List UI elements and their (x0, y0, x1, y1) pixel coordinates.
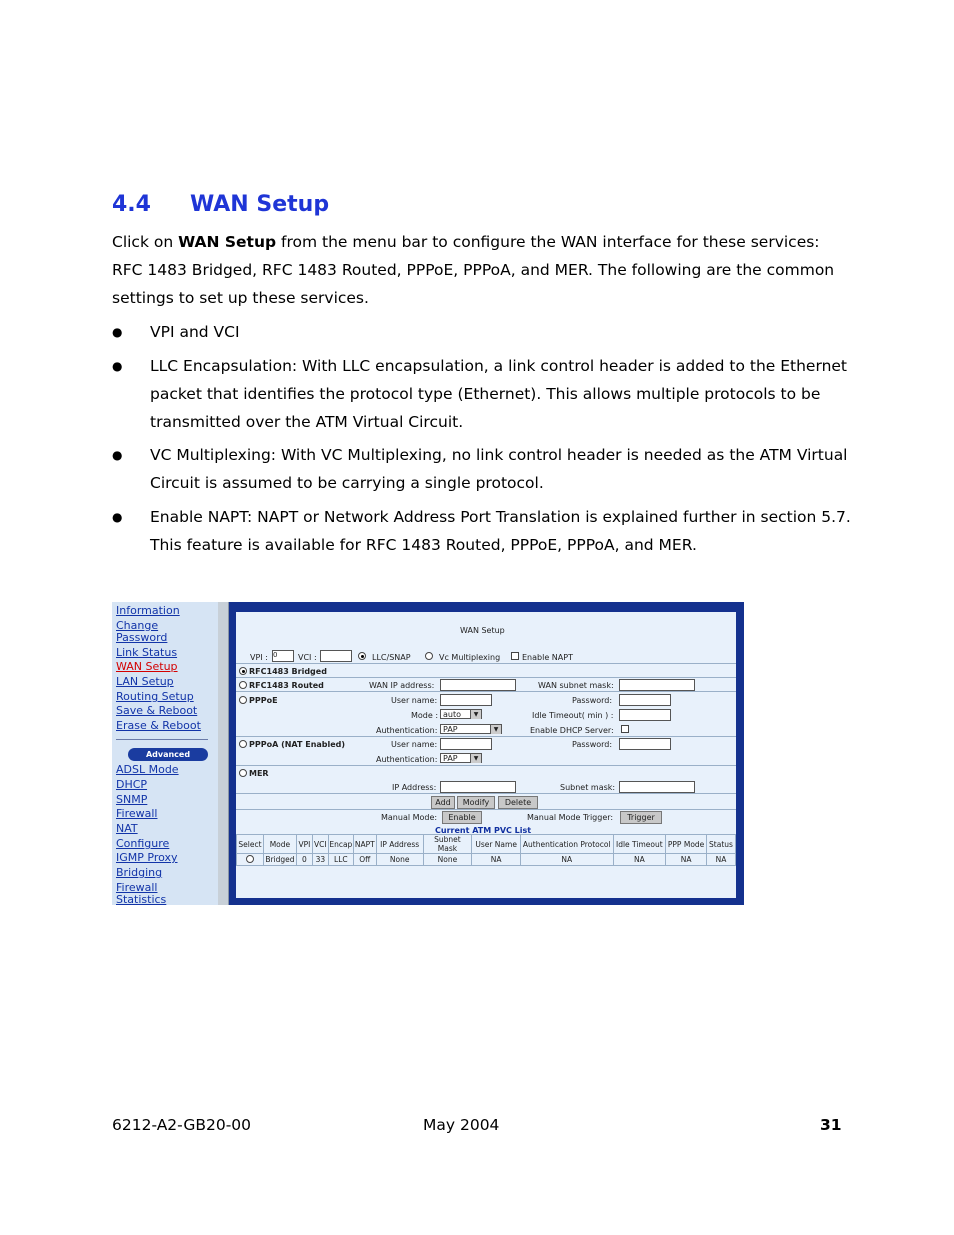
chevron-down-icon: ▼ (470, 754, 481, 763)
header-select: Select (237, 835, 264, 854)
mer-ip-input[interactable] (440, 781, 516, 793)
sidebar-item-firewall[interactable]: Firewall (116, 807, 158, 820)
mer-subnet-input[interactable] (619, 781, 695, 793)
row-napt: Off (353, 854, 376, 866)
bullet-text: Enable NAPT: NAPT or Network Address Port Translation is explained further in section 5.7. This feature is available for RFC 1483 Routed, PPPoE, PPPoA, and MER. (150, 508, 851, 554)
sidebar-item-firewall-statistics[interactable]: Firewall (116, 881, 158, 894)
header-auth-protocol: Authentication Protocol (520, 835, 613, 854)
vci-input[interactable] (320, 650, 352, 662)
header-mode: Mode (263, 835, 296, 854)
add-button[interactable]: Add (431, 796, 455, 809)
modify-button[interactable]: Modify (457, 796, 495, 809)
row-status: NA (706, 854, 735, 866)
vpi-input[interactable]: 0 (272, 650, 294, 662)
sidebar-item-erase-reboot[interactable]: Erase & Reboot (116, 719, 201, 732)
wan-setup-screenshot (112, 602, 744, 905)
pppoe-user-input[interactable] (440, 694, 492, 706)
auth-value: PAP (443, 725, 458, 734)
row-vpi: 0 (296, 854, 312, 866)
pppoe-radio[interactable] (239, 696, 247, 704)
row-subnet-mask: None (423, 854, 472, 866)
section-number: 4.4 (112, 192, 151, 217)
sidebar-item-igmp-proxy[interactable]: IGMP Proxy (116, 851, 178, 864)
intro-prefix: Click on (112, 233, 179, 251)
dhcp-label: Enable DHCP Server: (530, 726, 614, 735)
advanced-button[interactable]: Advanced (128, 748, 208, 761)
auth-value: PAP (443, 754, 458, 763)
wan-ip-label: WAN IP address: (369, 681, 435, 690)
sidebar-item-bridging[interactable]: Bridging (116, 866, 163, 879)
pppoa-auth-select[interactable] (440, 753, 482, 763)
mode-select[interactable] (440, 709, 482, 719)
vcmux-label: Vc Multiplexing (439, 653, 501, 662)
napt-checkbox[interactable] (511, 652, 519, 660)
mer-radio[interactable] (239, 769, 247, 777)
sidebar-item-configure[interactable]: Configure (116, 837, 170, 850)
idle-label: Idle Timeout( min ) : (532, 711, 614, 720)
sidebar (112, 602, 218, 905)
bridged-radio[interactable] (239, 667, 247, 675)
auth-label: Authentication: (376, 726, 438, 735)
bridged-label: RFC1483 Bridged (249, 667, 327, 676)
header-ip-address: IP Address (376, 835, 423, 854)
header-ppp-mode: PPP Mode (666, 835, 707, 854)
manual-trigger-label: Manual Mode Trigger: (527, 813, 614, 822)
ip-address-label: IP Address: (392, 783, 437, 792)
table-row (237, 854, 736, 866)
pvc-list-title: Current ATM PVC List (435, 826, 532, 835)
password-label: Password: (572, 696, 613, 705)
divider (236, 677, 736, 678)
form-title: WAN Setup (460, 626, 505, 635)
wan-subnet-input[interactable] (619, 679, 695, 691)
sidebar-item-statistics[interactable]: Statistics (116, 893, 167, 905)
pppoa-user-input[interactable] (440, 738, 492, 750)
vci-label: VCI : (298, 653, 317, 662)
password-label: Password: (572, 740, 613, 749)
intro-bold: WAN Setup (178, 233, 277, 251)
intro-rest: from the menu bar to configure the WAN interface for these services: RFC 1483 Bridged, RFC 1483 Routed, PPPoE, PPPoA, and MER. The following are the common settings to set up these services. (112, 233, 835, 307)
pppoe-password-input[interactable] (619, 694, 671, 706)
chevron-down-icon: ▼ (470, 710, 481, 719)
manual-mode-label: Manual Mode: (381, 813, 438, 822)
row-auth-protocol: NA (520, 854, 613, 866)
sidebar-item-information[interactable]: Information (116, 604, 180, 617)
bullet-icon: ● (112, 325, 123, 339)
sidebar-item-nat[interactable]: NAT (116, 822, 138, 835)
auth-select[interactable] (440, 724, 502, 734)
row-vci: 33 (312, 854, 328, 866)
intro-paragraph (112, 228, 852, 312)
header-status: Status (706, 835, 735, 854)
header-vci: VCI (312, 835, 328, 854)
bullet-icon: ● (112, 359, 123, 373)
sidebar-item-password[interactable]: Password (116, 631, 168, 644)
row-select-radio[interactable] (246, 855, 254, 863)
mode-value: auto (443, 710, 462, 719)
bullet-text: LLC Encapsulation: With LLC encapsulation, a link control header is added to the Ethernet packet that identifies the protocol type (Ethernet). This allows multiple protocols to be transmitted over the ATM Virtual Circuit. (150, 357, 848, 431)
row-mode: Bridged (265, 855, 295, 864)
enable-button[interactable]: Enable (442, 811, 482, 824)
wan-ip-input[interactable] (440, 679, 516, 691)
frame-splitter[interactable] (218, 602, 229, 905)
sidebar-item-link-status[interactable]: Link Status (116, 646, 178, 659)
mer-label: MER (249, 769, 269, 778)
footer-page-number: 31 (820, 1116, 842, 1134)
row-ip-address: None (376, 854, 423, 866)
sidebar-item-lan-setup[interactable]: LAN Setup (116, 675, 174, 688)
header-vpi: VPI (296, 835, 312, 854)
header-user-name: User Name (472, 835, 521, 854)
row-idle-timeout: NA (613, 854, 666, 866)
sidebar-item-change[interactable]: Change (116, 619, 159, 632)
mode-label: Mode : (411, 711, 439, 720)
row-ppp-mode: NA (666, 854, 707, 866)
delete-button[interactable]: Delete (498, 796, 538, 809)
header-napt: NAPT (353, 835, 376, 854)
sidebar-item-wan-setup[interactable]: WAN Setup (116, 660, 178, 673)
routed-label: RFC1483 Routed (249, 681, 324, 690)
dhcp-checkbox[interactable] (621, 725, 629, 733)
pppoa-password-input[interactable] (619, 738, 671, 750)
llc-label: LLC/SNAP (372, 653, 411, 662)
row-encap: LLC (328, 854, 353, 866)
header-encap: Encap (328, 835, 353, 854)
divider (236, 793, 736, 794)
footer-date: May 2004 (423, 1116, 500, 1134)
pppoa-radio[interactable] (239, 740, 247, 748)
row-user-name: NA (472, 854, 521, 866)
user-name-label: User name: (391, 696, 438, 705)
pppoa-label: PPPoA (NAT Enabled) (249, 740, 346, 749)
trigger-button[interactable]: Trigger (620, 811, 662, 824)
divider (236, 663, 736, 664)
bullet-text: VPI and VCI (150, 323, 240, 341)
auth-label: Authentication: (376, 755, 438, 764)
napt-label: Enable NAPT (522, 653, 573, 662)
wan-subnet-label: WAN subnet mask: (538, 681, 614, 690)
sidebar-item-snmp[interactable]: SNMP (116, 793, 148, 806)
chevron-down-icon: ▼ (490, 725, 501, 734)
table-header-row (237, 835, 736, 854)
divider (236, 809, 736, 810)
row-select[interactable] (237, 854, 264, 866)
llc-radio[interactable] (358, 652, 366, 660)
header-idle-timeout: Idle Timeout (613, 835, 666, 854)
bullet-icon: ● (112, 448, 123, 462)
section-title: WAN Setup (190, 192, 330, 217)
sidebar-item-routing-setup[interactable]: Routing Setup (116, 690, 194, 703)
vcmux-radio[interactable] (425, 652, 433, 660)
footer-doc-id: 6212-A2-GB20-00 (112, 1116, 252, 1134)
sidebar-item-save-reboot[interactable]: Save & Reboot (116, 704, 198, 717)
section-heading (112, 192, 329, 217)
pvc-table (236, 834, 736, 866)
user-name-label: User name: (391, 740, 438, 749)
sidebar-item-dhcp[interactable]: DHCP (116, 778, 148, 791)
subnet-mask-label: Subnet mask: (560, 783, 616, 792)
header-subnet-mask: Subnet Mask (423, 835, 472, 854)
divider (236, 691, 736, 692)
vpi-label: VPI : (250, 653, 268, 662)
pppoe-label: PPPoE (249, 696, 278, 705)
wan-setup-form (236, 612, 736, 898)
sidebar-item-adsl-mode[interactable]: ADSL Mode (116, 763, 179, 776)
bullet-text: VC Multiplexing: With VC Multiplexing, no link control header is needed as the ATM Virtual Circuit is assumed to be carrying a single protocol. (150, 446, 848, 492)
sidebar-divider (116, 739, 208, 740)
divider (236, 765, 736, 766)
routed-radio[interactable] (239, 681, 247, 689)
divider (236, 736, 736, 737)
idle-input[interactable] (619, 709, 671, 721)
bullet-icon: ● (112, 510, 123, 524)
